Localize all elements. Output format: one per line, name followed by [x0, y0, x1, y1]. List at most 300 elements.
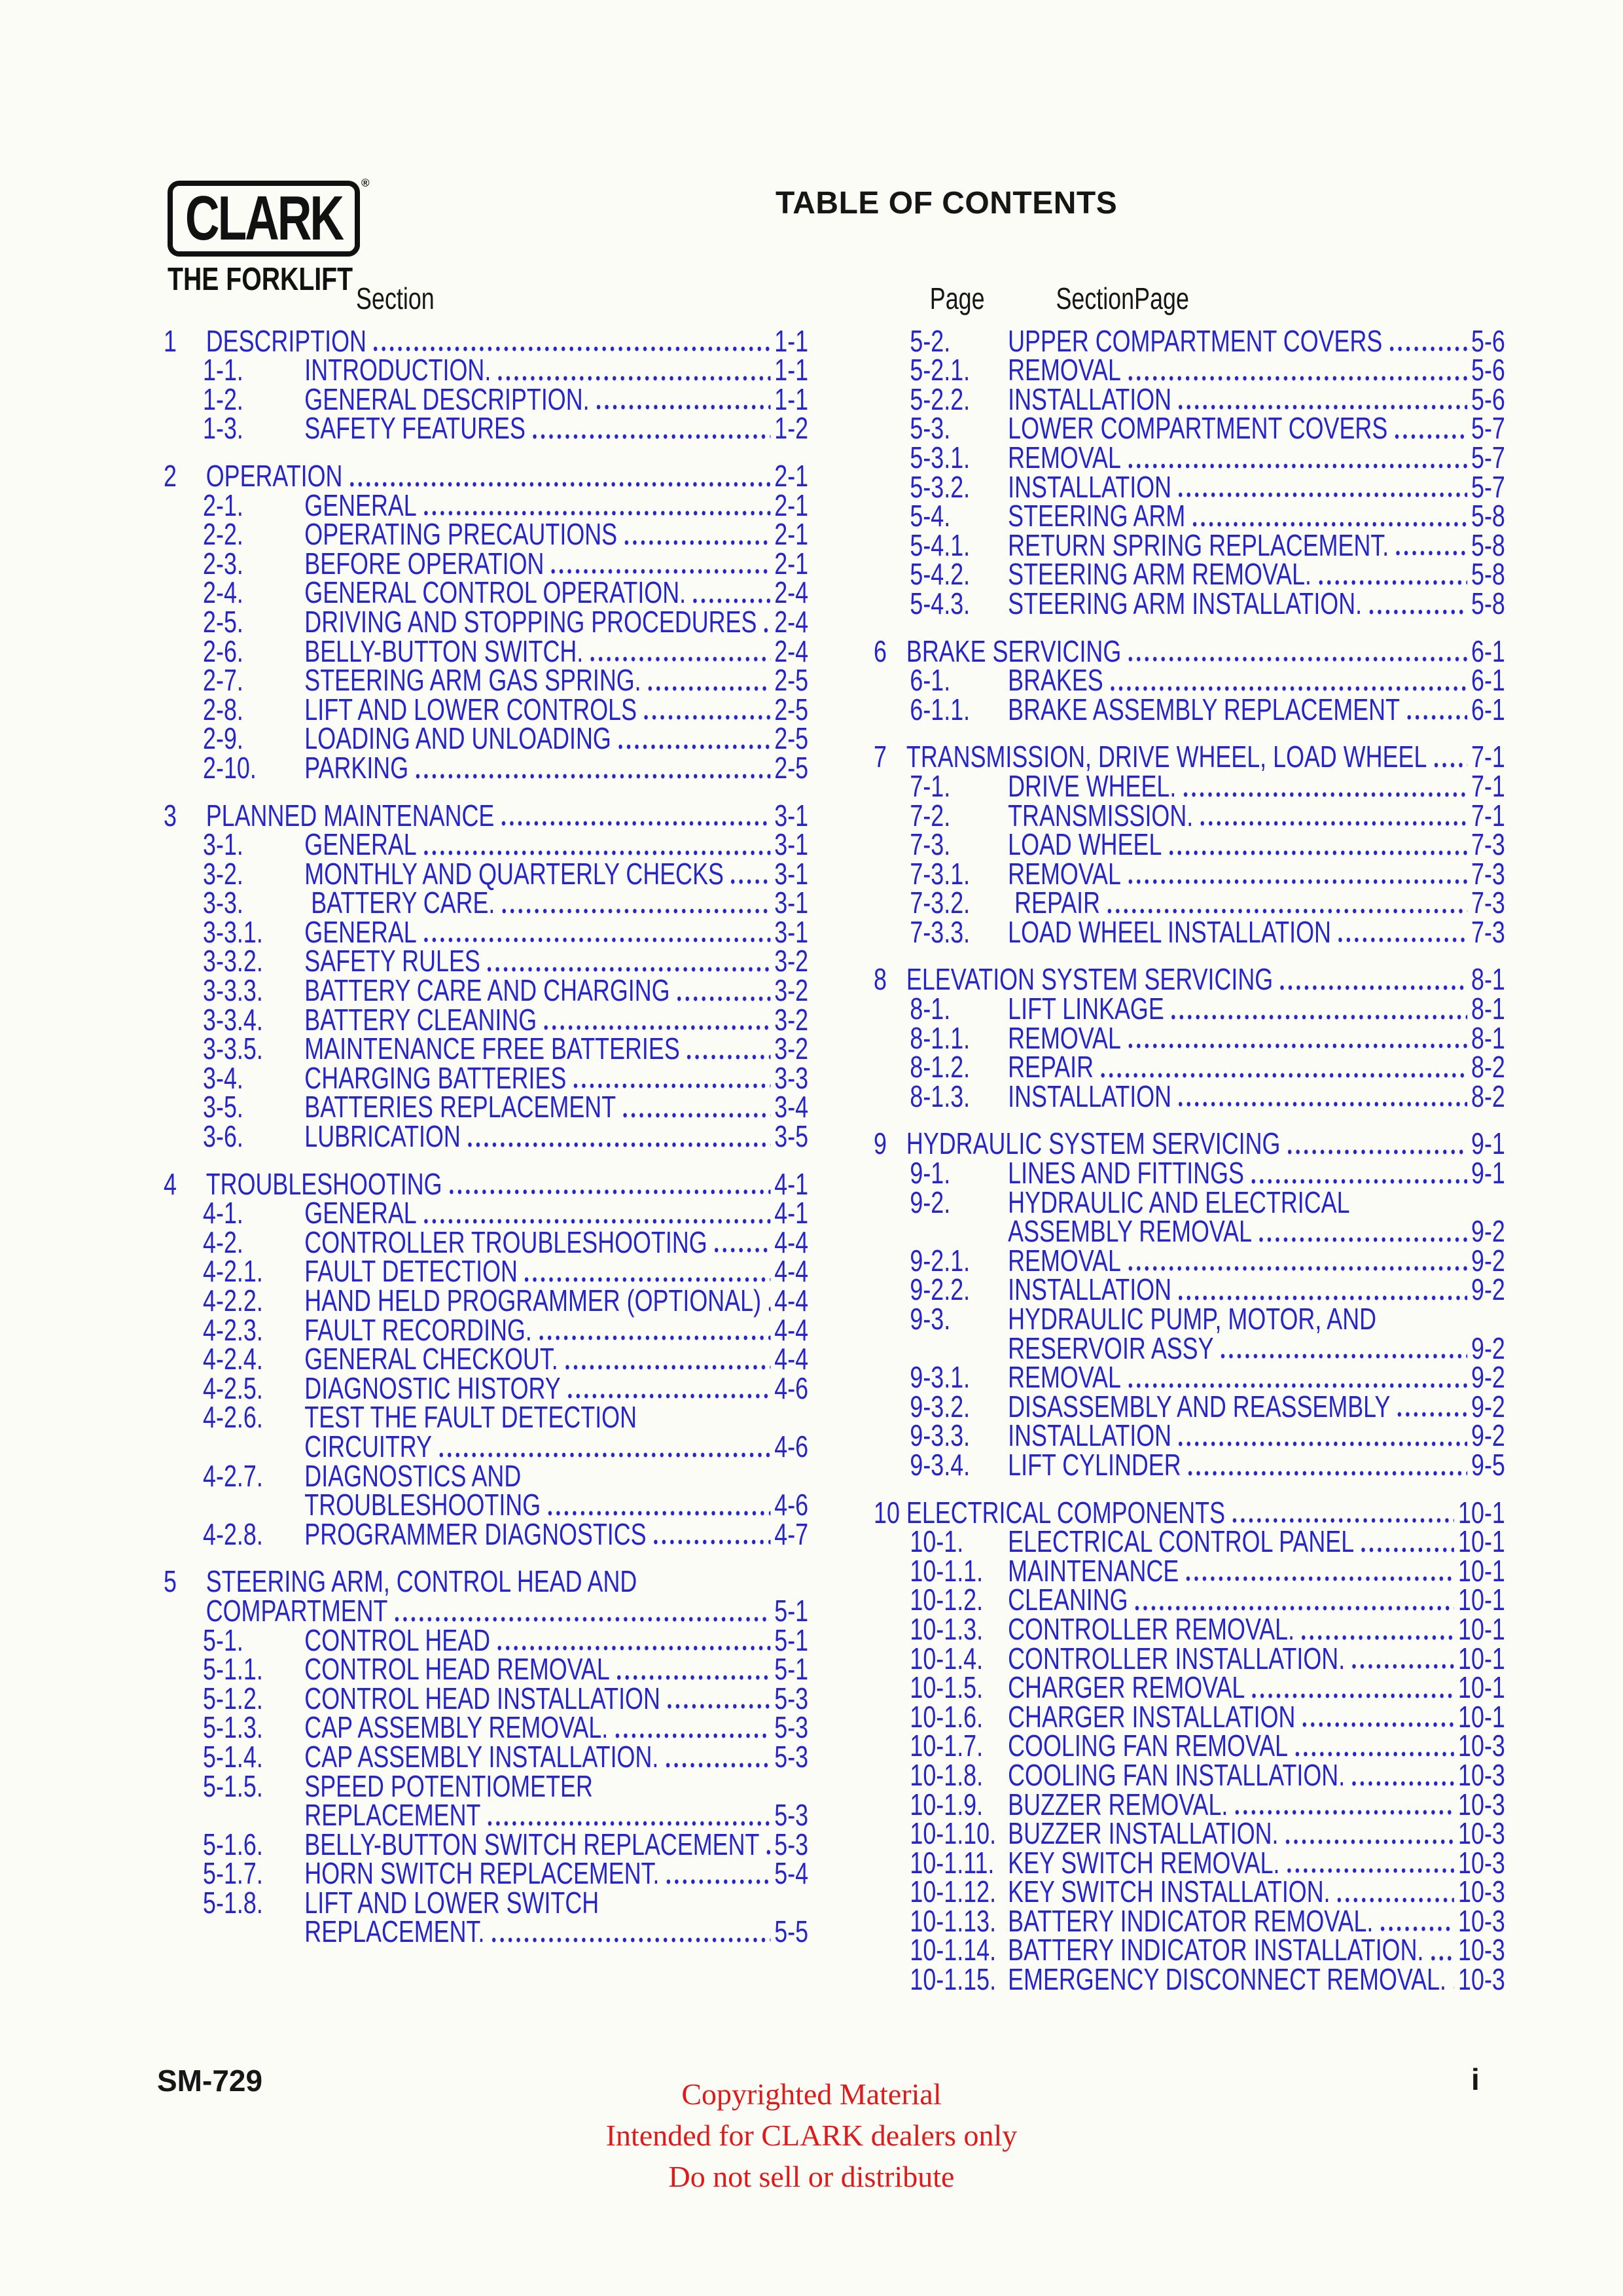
dot-leader: [622, 540, 770, 545]
toc-entry-page: 7-3: [1471, 827, 1505, 862]
toc-entry-page: 3-3: [774, 1060, 809, 1095]
toc-entry: [164, 1031, 809, 1066]
toc-entry-page: 4-6: [774, 1488, 809, 1522]
toc-entry-wrap-line: [874, 1331, 1505, 1365]
dot-leader: [1395, 1412, 1467, 1417]
dot-leader: [764, 1850, 770, 1855]
toc-entry-number: 2: [164, 458, 177, 493]
copyright-notice-line: Intended for CLARK dealers only: [605, 2119, 1018, 2152]
toc-entry: [164, 1344, 808, 1374]
dot-leader: [422, 937, 770, 942]
toc-entry: [164, 634, 809, 668]
toc-entry-number: 10-1.2.: [910, 1583, 984, 1617]
toc-entry: [874, 1360, 1505, 1395]
toc-entry-number: 1-3.: [203, 411, 243, 446]
dot-leader: [1249, 1179, 1467, 1184]
toc-entry-title-continued: REPLACEMENT.: [304, 1914, 485, 1949]
toc-entry-page: 5-8: [1471, 557, 1505, 592]
toc-entry-title: STEERING ARM GAS SPRING.: [304, 663, 641, 698]
toc-entry-number: 10-1.7.: [910, 1729, 984, 1763]
toc-entry-title: LIFT CYLINDER: [1008, 1447, 1181, 1482]
toc-entry-title: LIFT AND LOWER CONTROLS: [304, 692, 637, 726]
toc-entry-number: 7-3.2.: [910, 886, 971, 920]
toc-entry-number: 3-3.5.: [203, 1031, 263, 1066]
toc-entry: [874, 1050, 1505, 1085]
toc-entry-page: 6-1: [1471, 634, 1505, 668]
toc-entry-title: GENERAL CHECKOUT.: [304, 1342, 558, 1376]
toc-entry-page: 3-2: [774, 1031, 809, 1066]
toc-entry-title: STEERING ARM, CONTROL HEAD AND: [205, 1564, 637, 1599]
toc-entry-title: TRANSMISSION, DRIVE WHEEL, LOAD WHEEL: [906, 740, 1427, 774]
toc-entry-page: 7-1: [1471, 798, 1505, 833]
toc-entry-number: 5-4.: [910, 499, 951, 533]
toc-entry: [874, 411, 1505, 446]
toc-entry: [874, 798, 1505, 833]
toc-entry-title: INSTALLATION: [1008, 1272, 1172, 1307]
toc-entry-page: 5-3: [774, 1710, 809, 1745]
toc-entry-number: 5-4.1.: [910, 528, 971, 562]
toc-entry-title: LOAD WHEEL: [1008, 827, 1162, 862]
toc-entry-number: 9-2.: [910, 1185, 951, 1219]
toc-entry: [164, 1827, 809, 1861]
toc-entry-page: 7-1: [1471, 740, 1505, 774]
toc-entry: [874, 1845, 1505, 1880]
toc-entry-number: 3-3.3.: [203, 973, 263, 1008]
toc-entry-title: TRANSMISSION.: [1008, 798, 1194, 833]
section-header-label: Section: [356, 281, 435, 315]
toc-entry-wrap-line: [164, 1593, 809, 1628]
dot-leader: [537, 1335, 770, 1340]
toc-entry-title: REMOVAL: [1008, 353, 1121, 387]
dot-leader: [1230, 1518, 1454, 1523]
dot-leader: [762, 628, 770, 633]
toc-entry-page: 2-4: [774, 604, 809, 639]
toc-entry-number: 10-1.15.: [910, 1962, 997, 1997]
toc-entry: [164, 856, 809, 891]
toc-entry-page: 8-2: [1471, 1079, 1505, 1113]
toc-entry-page: 2-5: [774, 663, 809, 698]
toc-entry-page: 5-6: [1471, 353, 1505, 387]
toc-entry-title: LIFT AND LOWER SWITCH: [304, 1885, 599, 1920]
toc-entry: [164, 1092, 808, 1122]
toc-entry-number: 4: [164, 1166, 177, 1201]
dot-leader: [531, 434, 770, 439]
copyright-notice-line: Copyrighted Material: [681, 2077, 942, 2111]
clark-logo-wordmark: CLARK: [185, 183, 343, 253]
toc-entry-number: 5-1.3.: [203, 1710, 263, 1745]
toc-entry-title: BEFORE OPERATION: [304, 546, 544, 581]
toc-right-column-header: [874, 281, 1505, 315]
toc-entry-number: 5-1.5.: [203, 1768, 263, 1803]
toc-entry-number: 5-1.1.: [203, 1652, 263, 1687]
toc-entry-number: 10-1.: [910, 1524, 964, 1559]
toc-entry-page: 10-3: [1458, 1787, 1505, 1821]
toc-entry: [164, 946, 808, 976]
toc-left-entries: [164, 323, 809, 1949]
toc-entry-number: 4-2.5.: [203, 1371, 263, 1405]
toc-entry-number: 7-1.: [910, 768, 951, 803]
dot-leader: [1126, 656, 1467, 662]
toc-entry-page: 10-3: [1458, 1845, 1505, 1880]
toc-entry: [164, 1060, 809, 1095]
toc-entry-number: 6-1.: [910, 663, 951, 698]
dot-leader: [1378, 1926, 1454, 1931]
toc-entry-number: 1-2.: [203, 382, 243, 416]
dot-leader: [1126, 1266, 1467, 1271]
toc-entry-number: 4-2.8.: [203, 1516, 263, 1551]
toc-entry: [874, 323, 1505, 358]
dot-leader: [500, 908, 770, 914]
toc-entry-number: 2-1.: [203, 488, 243, 522]
toc-entry-title: STEERING ARM INSTALLATION.: [1008, 586, 1363, 620]
toc-entry-title: KEY SWITCH INSTALLATION.: [1008, 1874, 1330, 1909]
toc-entry: [874, 586, 1505, 620]
toc-entry-page: 10-3: [1458, 1962, 1505, 1997]
toc-entry-page: 5-3: [774, 1798, 809, 1833]
toc-entry: [874, 1641, 1505, 1676]
toc-entry: [164, 1564, 808, 1599]
toc-entry-page: 2-4: [774, 634, 809, 668]
toc-entry-title: REMOVAL: [1008, 1360, 1121, 1395]
toc-entry-title: DIAGNOSTICS AND: [304, 1458, 522, 1493]
dot-leader: [1190, 522, 1467, 527]
toc-entry-page: 6-1: [1471, 692, 1505, 726]
toc-entry-title: REMOVAL: [1008, 856, 1121, 891]
toc-entry: [874, 1903, 1505, 1938]
dot-leader: [422, 850, 770, 855]
toc-entry-title: CONTROLLER TROUBLESHOOTING: [304, 1225, 707, 1259]
toc-entry-number: 5-3.: [910, 411, 951, 446]
toc-entry-number: 5-1.7.: [203, 1856, 263, 1891]
toc-entry: [874, 1935, 1505, 1965]
toc-entry-number: 2-2.: [203, 517, 243, 552]
toc-entry: [164, 1623, 809, 1657]
toc-entry-page: 9-2: [1471, 1389, 1505, 1424]
page-title: TABLE OF CONTENTS: [776, 186, 1118, 221]
toc-entry: [164, 663, 809, 698]
toc-entry-page: 5-3: [774, 1827, 809, 1861]
dot-leader: [486, 1821, 770, 1826]
toc-entry-page: 10-1: [1458, 1553, 1505, 1588]
toc-entry: [874, 1816, 1505, 1851]
toc-entry-number: 2-10.: [203, 750, 257, 785]
toc-entry-number: 10-1.1.: [910, 1553, 984, 1588]
toc-entry-page: 10-1: [1458, 1495, 1505, 1530]
toc-entry-page: 4-6: [774, 1371, 809, 1405]
toc-entry-page: 8-2: [1471, 1050, 1505, 1085]
toc-entry-title: DRIVING AND STOPPING PROCEDURES: [304, 604, 757, 639]
toc-entry-title: REMOVAL: [1008, 1243, 1121, 1278]
toc-entry-title: TROUBLESHOOTING: [205, 1166, 442, 1201]
toc-entry-number: 5: [164, 1564, 177, 1599]
toc-entry-page: 2-5: [774, 721, 809, 756]
toc-entry-number: 4-2.7.: [203, 1458, 263, 1493]
dot-leader: [437, 1452, 770, 1458]
toc-entry: [164, 355, 808, 385]
dot-leader: [490, 1937, 770, 1943]
toc-entry: [874, 1787, 1505, 1821]
toc-entry-page: 7-3: [1471, 886, 1505, 920]
toc-entry-title: STEERING ARM REMOVAL.: [1008, 557, 1312, 592]
toc-entry-page: 9-2: [1471, 1360, 1505, 1395]
toc-entry-page: 1-1: [774, 382, 809, 416]
toc-entry-page: 10-3: [1458, 1816, 1505, 1851]
dot-leader: [495, 1645, 770, 1651]
dot-leader: [651, 1539, 770, 1545]
toc-entry-title: PARKING: [304, 750, 409, 785]
dot-leader: [615, 1675, 770, 1680]
toc-entry-number: 8: [874, 962, 887, 997]
toc-entry: [874, 1389, 1505, 1424]
toc-entry: [874, 557, 1505, 592]
toc-entry-title: DESCRIPTION: [205, 323, 366, 358]
toc-entry-page: 9-1: [1471, 1126, 1505, 1161]
dot-leader: [1387, 346, 1467, 351]
dot-leader: [646, 686, 770, 691]
toc-entry-number: 5-1.: [203, 1623, 243, 1657]
toc-entry-number: 9-3.1.: [910, 1360, 971, 1395]
toc-right-column: [874, 281, 1505, 1997]
toc-entry-title: KEY SWITCH REMOVAL.: [1008, 1845, 1280, 1880]
toc-entry-page: 10-3: [1458, 1757, 1505, 1792]
toc-entry-page: 9-2: [1471, 1331, 1505, 1365]
dot-leader: [1126, 879, 1467, 884]
toc-entry-page: 7-3: [1471, 856, 1505, 891]
toc-entry-title: INSTALLATION: [1008, 1418, 1172, 1453]
toc-entry-page: 10-3: [1458, 1874, 1505, 1909]
toc-entry: [874, 355, 1505, 385]
toc-entry-number: 10: [874, 1495, 900, 1530]
toc-entry-title: DIAGNOSTIC HISTORY: [304, 1371, 561, 1405]
toc-left-column-header: [164, 281, 808, 315]
toc-entry-title: UPPER COMPARTMENT COVERS: [1008, 323, 1383, 358]
toc-entry-page: 3-2: [774, 944, 809, 978]
toc-entry-number: 10-1.6.: [910, 1699, 984, 1734]
toc-entry-number: 2-6.: [203, 634, 243, 668]
toc-entry-number: 5-4.3.: [910, 586, 971, 620]
toc-entry-title: LINES AND FITTINGS: [1008, 1156, 1244, 1191]
toc-entry-number: 3-3.: [203, 886, 243, 920]
toc-entry-number: 9-3.4.: [910, 1447, 971, 1482]
dot-leader: [1359, 1547, 1454, 1552]
toc-entry-number: 5-1.6.: [203, 1827, 263, 1861]
toc-entry-title: EMERGENCY DISCONNECT REMOVAL.: [1008, 1962, 1447, 1997]
toc-entry-number: 9-3.3.: [910, 1418, 971, 1453]
toc-entry: [874, 1243, 1505, 1278]
toc-entry-title: BATTERY CARE AND CHARGING: [304, 973, 670, 1008]
toc-entry-title: LOWER COMPARTMENT COVERS: [1008, 411, 1388, 446]
toc-entry-title: INSTALLATION: [1008, 469, 1172, 504]
toc-entry-number: 5-4.2.: [910, 557, 971, 592]
clark-logo-tagline: THE FORKLIFT: [168, 262, 353, 297]
toc-entry-title: SAFETY RULES: [304, 944, 480, 978]
dot-leader: [546, 1511, 770, 1516]
toc-entry: [164, 1885, 808, 1920]
toc-entry: [164, 1458, 808, 1493]
toc-entry: [874, 888, 1505, 918]
toc-entry-title: MAINTENANCE: [1008, 1553, 1179, 1588]
toc-group: [874, 1495, 1505, 1997]
toc-entry-title: OPERATION: [205, 458, 343, 493]
toc-entry-title: BATTERIES REPLACEMENT: [304, 1090, 616, 1124]
toc-entry-title: CONTROL HEAD: [304, 1623, 491, 1657]
toc-entry: [164, 1516, 809, 1551]
toc-entry-page: 5-1: [774, 1623, 809, 1657]
toc-entry: [164, 458, 809, 493]
toc-entry: [164, 1254, 809, 1289]
toc-entry-page: 8-1: [1471, 962, 1505, 997]
toc-entry-title: REMOVAL: [1008, 1020, 1121, 1055]
toc-entry-number: 4-2.6.: [203, 1400, 263, 1435]
toc-entry-title: COOLING FAN REMOVAL: [1008, 1729, 1289, 1763]
toc-entry-number: 9-2.2.: [910, 1272, 971, 1307]
toc-entry-number: 4-2.1.: [203, 1254, 263, 1289]
toc-entry: [874, 663, 1505, 698]
dot-leader: [1257, 1237, 1467, 1242]
dot-leader: [685, 1054, 770, 1060]
dot-leader: [616, 744, 770, 749]
toc-entry: [874, 469, 1505, 504]
dot-leader: [613, 1733, 770, 1738]
toc-entry-page: 3-1: [774, 827, 809, 862]
toc-entry-number: 5-2.1.: [910, 353, 971, 387]
dot-leader: [1184, 1576, 1454, 1581]
dot-leader: [1293, 1751, 1454, 1757]
dot-leader: [414, 774, 770, 779]
dot-leader: [1405, 715, 1467, 720]
toc-entry-page: 9-2: [1471, 1243, 1505, 1278]
toc-entry-number: 9-3.: [910, 1302, 951, 1336]
toc-entry: [874, 501, 1505, 531]
toc-entry: [874, 1495, 1505, 1530]
dot-leader: [1133, 1605, 1454, 1611]
toc-entry-number: 10-1.9.: [910, 1787, 984, 1821]
toc-entry: [874, 914, 1505, 949]
clark-logo-box: [168, 177, 370, 257]
toc-entry: [874, 1126, 1505, 1161]
toc-entry: [874, 1272, 1505, 1307]
dot-leader: [422, 511, 770, 516]
toc-entry-wrap-line: [164, 1490, 808, 1520]
toc-entry-number: 2-5.: [203, 604, 243, 639]
dot-leader: [1177, 1441, 1467, 1446]
toc-entry-page: 6-1: [1471, 663, 1505, 698]
toc-entry-title: HAND HELD PROGRAMMER (OPTIONAL): [304, 1283, 762, 1318]
toc-entry-page: 4-4: [774, 1225, 809, 1259]
toc-entry-page: 10-1: [1458, 1641, 1505, 1676]
toc-entry-title: TEST THE FAULT DETECTION: [304, 1400, 637, 1435]
toc-entry-page: 10-1: [1458, 1524, 1505, 1559]
toc-entry-title-continued: COMPARTMENT: [205, 1593, 388, 1628]
toc-entry-page: 3-4: [774, 1090, 809, 1124]
toc-group: [164, 1564, 809, 1949]
dot-leader: [691, 598, 770, 603]
toc-group: [874, 1126, 1505, 1482]
toc-entry-page: 10-1: [1458, 1699, 1505, 1734]
toc-entry-page: 2-1: [774, 458, 809, 493]
toc-entry-number: 8-1.3.: [910, 1079, 971, 1113]
toc-entry-page: 4-1: [774, 1166, 809, 1201]
toc-entry-title: BUZZER REMOVAL.: [1008, 1787, 1228, 1821]
toc-entry-title: PLANNED MAINTENANCE: [205, 798, 495, 833]
toc-entry: [164, 1681, 809, 1715]
toc-entry-number: 10-1.5.: [910, 1670, 984, 1705]
dot-leader: [1350, 1664, 1454, 1669]
toc-entry-title: BATTERY CARE.: [304, 886, 495, 920]
dot-leader: [1099, 1073, 1467, 1078]
toc-entry: [874, 1670, 1505, 1705]
toc-entry-title-continued: TROUBLESHOOTING: [304, 1488, 541, 1522]
toc-entry-number: 3: [164, 798, 177, 833]
toc-entry-title: GENERAL: [304, 488, 417, 522]
toc-entry: [164, 411, 809, 446]
toc-entry-number: 4-2.: [203, 1225, 243, 1259]
toc-entry: [164, 1652, 809, 1687]
dot-leader: [1219, 1354, 1467, 1359]
toc-entry: [874, 1731, 1505, 1761]
toc-entry-page: 4-4: [774, 1283, 809, 1318]
toc-entry: [164, 604, 809, 639]
toc-entry-wrap-line: [164, 1429, 809, 1463]
dot-leader: [1169, 1014, 1467, 1020]
toc-entry-page: 4-1: [774, 1196, 809, 1230]
toc-entry-number: 7: [874, 740, 887, 774]
toc-entry-page: 3-1: [774, 886, 809, 920]
toc-entry-title-continued: REPLACEMENT: [304, 1798, 481, 1833]
toc-entry-page: 5-8: [1471, 586, 1505, 620]
copyright-notice-line: Do not sell or distribute: [668, 2160, 955, 2193]
document-code: SM-729: [157, 2064, 263, 2098]
toc-entry-title: BATTERY CLEANING: [304, 1002, 537, 1037]
toc-entry: [874, 962, 1505, 997]
dot-leader: [1186, 1471, 1467, 1476]
toc-entry-page: 8-1: [1471, 1020, 1505, 1055]
dot-leader: [664, 1763, 770, 1768]
toc-entry-page: 4-4: [774, 1254, 809, 1289]
toc-entry-number: 4-2.3.: [203, 1312, 263, 1347]
dot-leader: [1429, 1956, 1454, 1961]
dot-leader: [621, 1113, 770, 1118]
toc-entry-page: 10-3: [1458, 1903, 1505, 1938]
toc-entry-title: OPERATING PRECAUTIONS: [304, 517, 618, 552]
dot-leader: [675, 996, 770, 1001]
toc-entry: [874, 1699, 1505, 1734]
toc-group: [164, 798, 809, 1154]
dot-leader: [542, 1025, 770, 1030]
toc-entry: [164, 692, 809, 726]
toc-entry-number: 10-1.3.: [910, 1611, 984, 1646]
toc-entry-page: 5-6: [1471, 323, 1505, 358]
toc-entry-page: 10-1: [1458, 1670, 1505, 1705]
dot-leader: [549, 569, 770, 574]
toc-entry: [164, 721, 809, 756]
toc-entry: [874, 1962, 1505, 1997]
dot-leader: [1126, 463, 1467, 469]
dot-leader: [1126, 376, 1467, 381]
toc-entry: [164, 1710, 809, 1745]
dot-leader: [1126, 1043, 1467, 1049]
toc-entry-title: MAINTENANCE FREE BATTERIES: [304, 1031, 680, 1066]
toc-entry-number: 4-2.2.: [203, 1283, 263, 1318]
toc-entry: [164, 1283, 809, 1318]
toc-entry: [874, 1874, 1505, 1909]
toc-entry-number: 4-2.4.: [203, 1342, 263, 1376]
toc-entry-number: 5-2.2.: [910, 382, 971, 416]
toc-entry-number: 2-8.: [203, 692, 243, 726]
dot-leader: [1317, 580, 1467, 585]
toc-entry: [874, 440, 1505, 475]
toc-entry-title: BATTERY INDICATOR REMOVAL.: [1008, 1903, 1374, 1938]
